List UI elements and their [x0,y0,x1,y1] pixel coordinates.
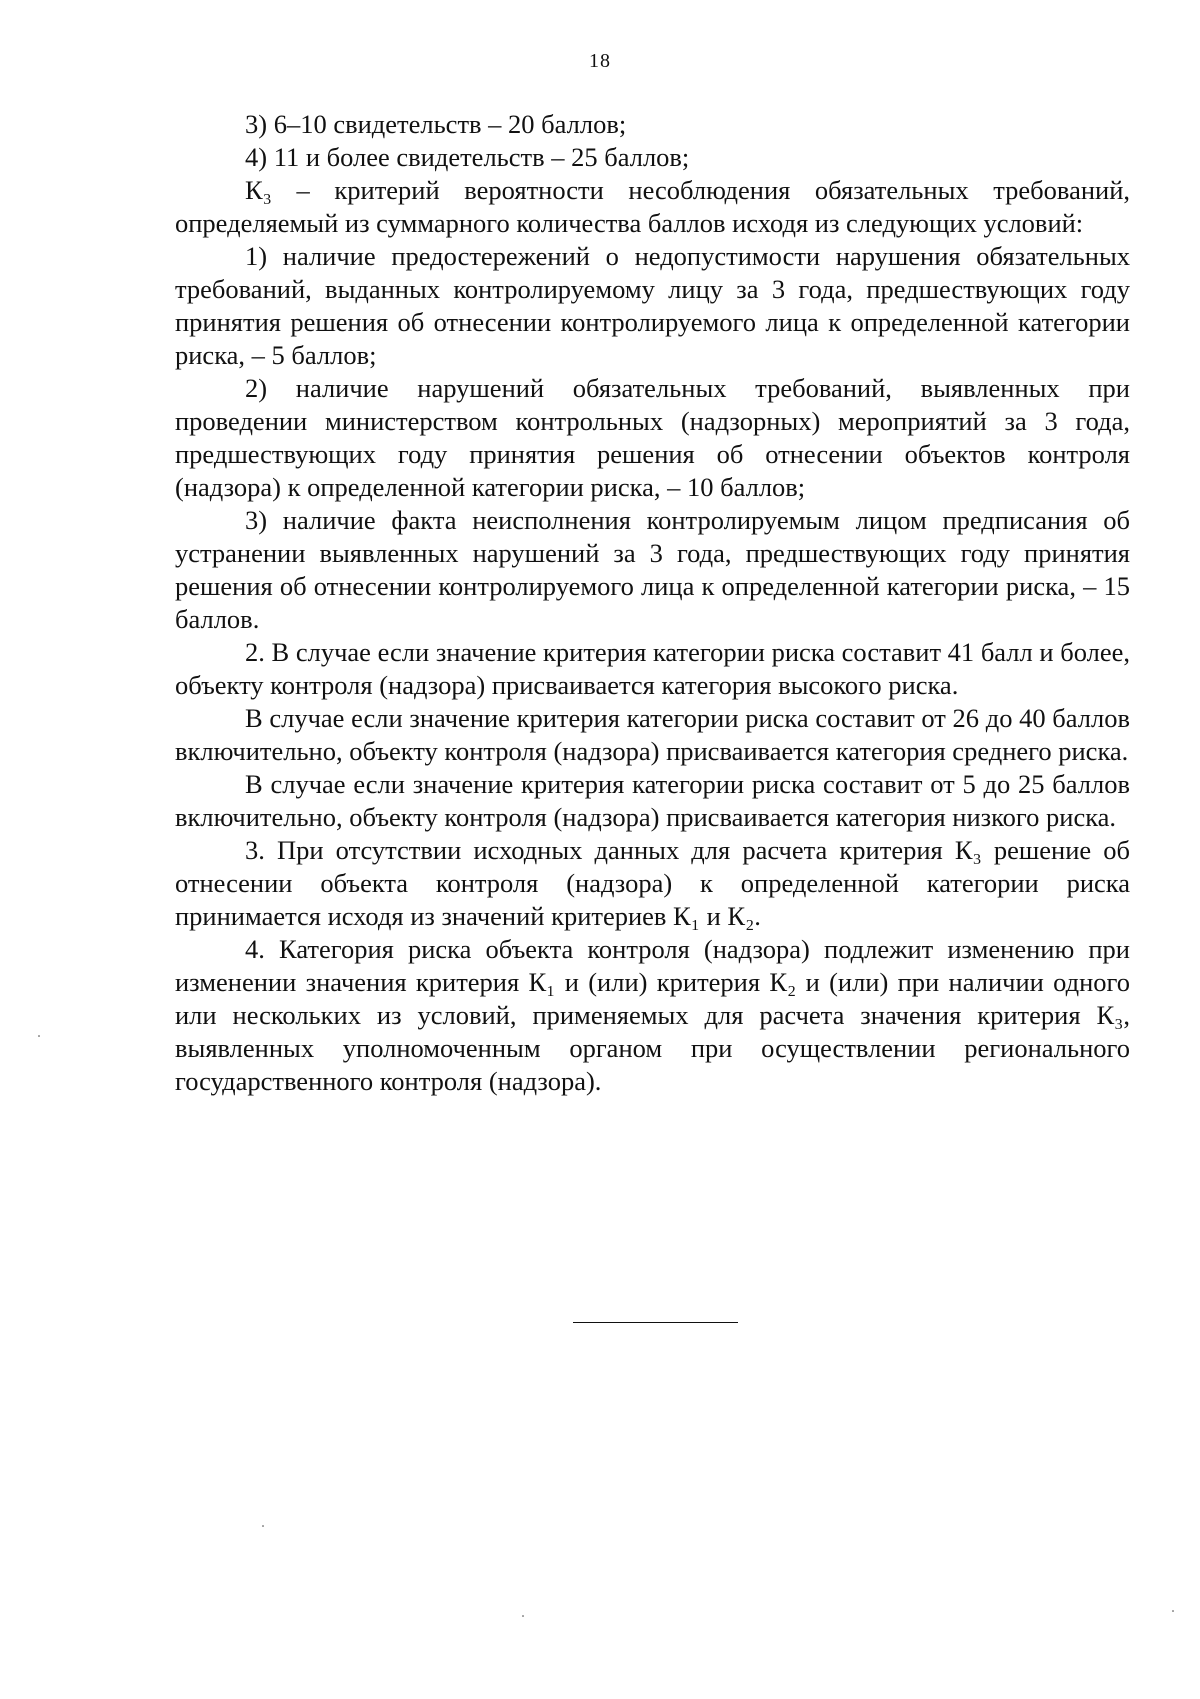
scan-speck [38,1035,40,1037]
end-divider-line [573,1322,738,1323]
list-item-4-certificates: 4) 11 и более свидетельств – 25 баллов; [245,142,690,172]
scan-speck [522,1615,524,1617]
section-2-high-risk: 2. В случае если значение критерия категории риска составит 41 балл и более, объекту контроля (надзора) присваивается категория высокого риска. [175,637,1130,700]
scan-speck [1172,1610,1174,1612]
k3-condition-2: 2) наличие нарушений обязательных требований, выявленных при проведении министерством контрольных (надзорных) мероприятий за 3 года, предшествующих году принятия решения об отнесении объектов контроля (надзора) к определенной категории риска, – 10 баллов; [175,373,1130,502]
k3-condition-3: 3) наличие факта неисполнения контролируемым лицом предписания об устранении выявленных нарушений за 3 года, предшествующих году принятия решения об отнесении контролируемого лица к определенной категории риска, – 15 баллов. [175,505,1130,634]
k3-condition-1: 1) наличие предостережений о недопустимости нарушения обязательных требований, выданных контролируемому лицу за 3 года, предшествующих году принятия решения об отнесении контролируемого лица к определенной категории риска, – 5 баллов; [175,241,1130,370]
document-body [175,108,1130,1098]
page-number: 18 [589,50,611,72]
scan-speck [262,1525,264,1527]
section-4-category-change: 4. Категория риска объекта контроля (надзора) подлежит изменению при изменении значения критерия К₁ и (или) критерия К₂ и (или) при наличии одного или нескольких из условий, применяемых для расчета значения критерия К₃, выявленных уполномоченным органом при осуществлении регионального государственного контроля (надзора). [175,934,1130,1096]
section-3-missing-data: 3. При отсутствии исходных данных для расчета критерия К₃ решение об отнесении объекта контроля (надзора) к определенной категории риска принимается исходя из значений критериев К₁ и К₂. [175,835,1130,931]
low-risk-paragraph: В случае если значение критерия категории риска составит от 5 до 25 баллов включительно, объекту контроля (надзора) присваивается категория низкого риска. [175,769,1130,832]
list-item-3-certificates: 3) 6–10 свидетельств – 20 баллов; [245,109,627,139]
k3-criterion-definition: К₃ – критерий вероятности несоблюдения обязательных требований, определяемый из суммарного количества баллов исходя из следующих условий: [175,175,1130,238]
medium-risk-paragraph: В случае если значение критерия категории риска составит от 26 до 40 баллов включительно, объекту контроля (надзора) присваивается категория среднего риска. [175,703,1130,766]
